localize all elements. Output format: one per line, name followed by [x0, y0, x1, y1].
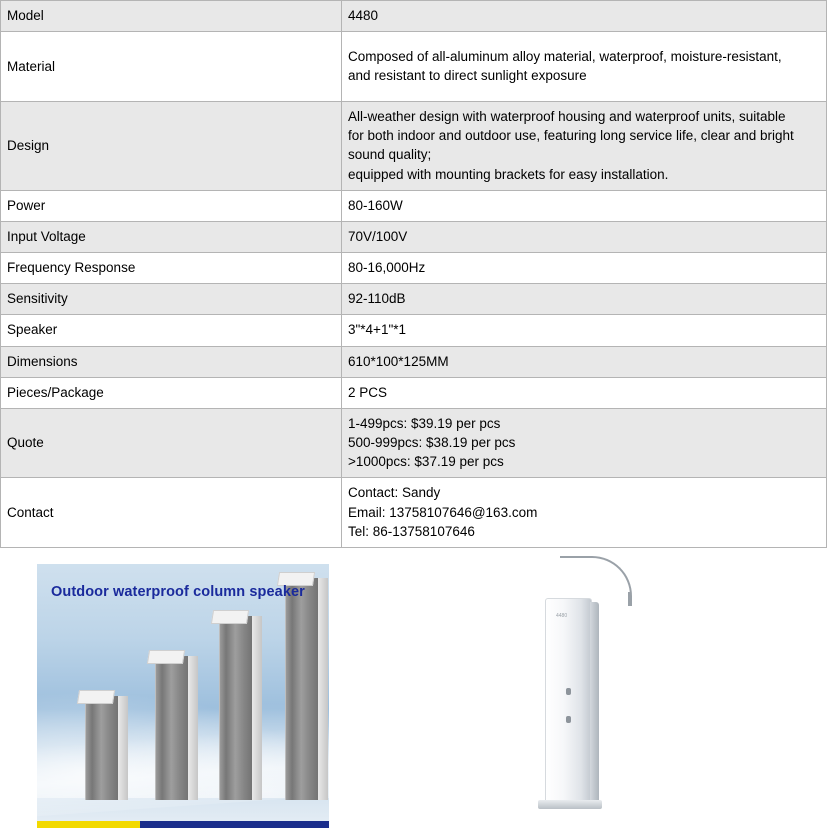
column-speaker-xlarge: [285, 572, 319, 800]
value-line: Contact: Sandy: [348, 485, 441, 501]
speaker-side-panel: [590, 602, 599, 803]
spec-value: [342, 102, 827, 191]
column-speaker-small: [85, 690, 119, 800]
value-line: and resistant to direct sunlight exposure: [348, 68, 587, 84]
caption-line-1: Outdoor waterproof: [51, 583, 189, 600]
spec-value: [342, 284, 827, 315]
spec-label: Input Voltage: [1, 221, 342, 252]
table-row: [1, 253, 827, 284]
spec-value: [342, 1, 827, 32]
table-row: [1, 1, 827, 32]
column-speaker-large: [219, 610, 253, 800]
value-line: 92-110dB: [348, 291, 406, 307]
value-line: All-weather design with waterproof housing and waterproof units, suitable: [348, 109, 786, 125]
column-speaker-medium: [155, 650, 189, 800]
spec-label: Speaker: [1, 315, 342, 346]
spec-value: [342, 190, 827, 221]
value-line: Tel: 86-13758107646: [348, 523, 475, 539]
table-row: [1, 377, 827, 408]
value-line: sound quality;: [348, 147, 432, 163]
value-line: equipped with mounting brackets for easy installation.: [348, 166, 669, 182]
spec-value: [342, 253, 827, 284]
table-row: [1, 221, 827, 252]
spec-label: Material: [1, 32, 342, 102]
speaker-front-panel: [545, 598, 592, 805]
value-line: 4480: [348, 8, 379, 23]
spec-label: Frequency Response: [1, 253, 342, 284]
value-line: Composed of all-aluminum alloy material, waterproof, moisture-resistant,: [348, 49, 782, 64]
cable-end: [628, 592, 630, 606]
value-line: 80-160W: [348, 197, 403, 213]
value-line: 2 PCS: [348, 384, 388, 400]
caption-line-2: column speaker: [193, 583, 305, 600]
value-line: 80-16,000Hz: [348, 260, 426, 276]
spec-value: [342, 315, 827, 346]
spec-label: Model: [1, 1, 342, 32]
accent-bar-yellow: [37, 821, 140, 828]
value-line: Email: 13758107646@163.com: [348, 504, 538, 520]
speaker-logo: 4480: [556, 612, 568, 619]
value-line: for both indoor and outdoor use, featuring long service life, clear and bright: [348, 128, 794, 144]
accent-bar-blue: [140, 821, 329, 828]
photo-caption: [51, 584, 305, 602]
spec-value: [342, 377, 827, 408]
spec-label: Design: [1, 102, 342, 191]
spec-label: Dimensions: [1, 346, 342, 377]
product-photo-lineup: [37, 564, 329, 828]
value-line: 610*100*125MM: [348, 353, 449, 369]
table-row: [1, 102, 827, 191]
value-line: 3"*4+1"*1: [348, 322, 407, 338]
table-row: [1, 190, 827, 221]
spec-label: Power: [1, 190, 342, 221]
value-line: 500-999pcs: $38.19 per pcs: [348, 435, 516, 451]
spec-label: Pieces/Package: [1, 377, 342, 408]
spec-label: Quote: [1, 408, 342, 477]
spec-value: [342, 346, 827, 377]
value-line: 70V/100V: [348, 228, 408, 244]
table-row: [1, 32, 827, 102]
table-row: [1, 315, 827, 346]
spec-label: Sensitivity: [1, 284, 342, 315]
value-line: 1-499pcs: $39.19 per pcs: [348, 415, 501, 431]
spec-value: [342, 221, 827, 252]
speaker-driver-dot: [566, 716, 571, 723]
spec-table-body: [1, 1, 827, 548]
spec-label: Contact: [1, 478, 342, 547]
spec-value: [342, 478, 827, 547]
product-images-panel: [0, 548, 827, 836]
table-row: [1, 284, 827, 315]
table-row: [1, 478, 827, 547]
value-line: >1000pcs: $37.19 per pcs: [348, 454, 504, 470]
spec-value: [342, 32, 827, 102]
table-row: [1, 346, 827, 377]
spec-value: [342, 408, 827, 477]
speaker-base: [538, 800, 602, 809]
product-photo-single: [500, 556, 700, 831]
table-row: [1, 408, 827, 477]
speaker-driver-dot: [566, 688, 571, 695]
